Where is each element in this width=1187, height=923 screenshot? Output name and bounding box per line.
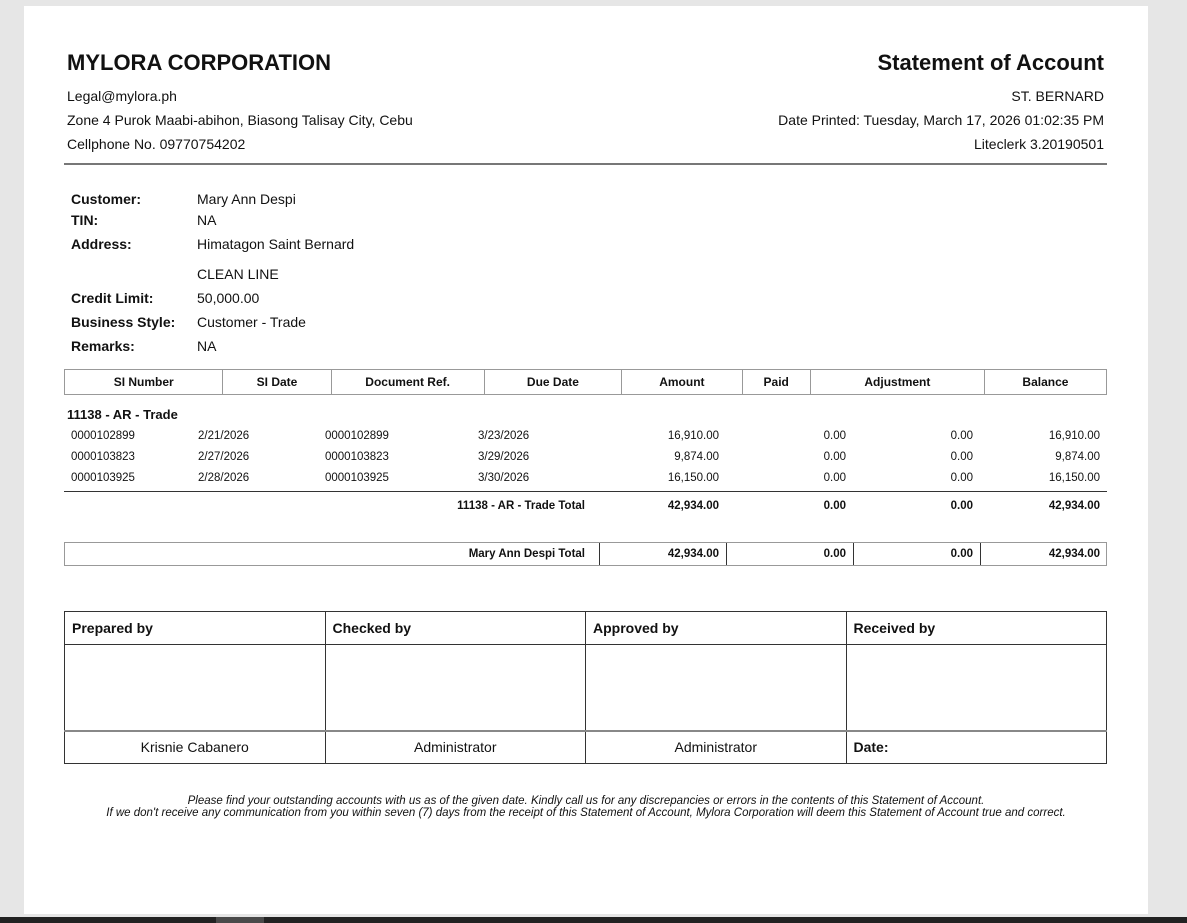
table-row <box>64 430 1107 450</box>
document-ref: 0000102899 <box>325 430 389 442</box>
column-divider <box>599 543 600 565</box>
group-total-label: 11138 - AR - Trade Total <box>457 500 585 512</box>
table-row <box>64 472 1107 492</box>
credit-limit-value: 50,000.00 <box>197 290 260 306</box>
si-number: 0000102899 <box>71 430 135 442</box>
remarks-label: Remarks: <box>71 338 135 354</box>
customer-total-adjustment: 0.00 <box>950 548 973 560</box>
column-header-balance: Balance <box>984 370 1106 395</box>
prepared-by-name: Krisnie Cabanero <box>65 731 326 764</box>
received-by-header: Received by <box>846 612 1107 645</box>
document-ref: 0000103823 <box>325 451 389 463</box>
software-version: Liteclerk 3.20190501 <box>974 136 1104 152</box>
tin-label: TIN: <box>71 212 99 228</box>
signature-table <box>64 611 1107 764</box>
business-style-value: Customer - Trade <box>197 314 306 330</box>
customer-label: Customer: <box>71 191 142 207</box>
paid: 0.00 <box>823 451 846 463</box>
remarks-value: NA <box>197 338 217 354</box>
prepared-by-header: Prepared by <box>65 612 326 645</box>
company-phone: Cellphone No. 09770754202 <box>67 136 246 152</box>
business-style-label: Business Style: <box>71 314 176 330</box>
customer-total-label: Mary Ann Despi Total <box>468 548 585 560</box>
si-date: 2/28/2026 <box>198 472 250 484</box>
column-header-due-date: Due Date <box>484 370 622 395</box>
si-date: 2/27/2026 <box>198 451 250 463</box>
customer-total-row <box>64 542 1107 566</box>
paid: 0.00 <box>823 472 846 484</box>
column-header-adjustment: Adjustment <box>810 370 984 395</box>
amount: 16,150.00 <box>667 472 719 484</box>
branch-name: ST. BERNARD <box>1011 88 1104 104</box>
subtotal-divider <box>64 491 1107 492</box>
column-divider <box>980 543 981 565</box>
customer-total-balance: 42,934.00 <box>1048 548 1100 560</box>
company-name: MYLORA CORPORATION <box>67 50 331 75</box>
si-number: 0000103823 <box>71 451 135 463</box>
address-label: Address: <box>71 236 132 252</box>
footer-note-line2: If we don't receive any communication from you within seven (7) days from the receipt of this Statement of Account, Mylora Corporation will deem this Statement of Account true and correct. <box>106 807 1066 819</box>
column-divider <box>726 543 727 565</box>
group-total-adjustment: 0.00 <box>950 500 973 512</box>
customer-total-amount: 42,934.00 <box>667 548 719 560</box>
account-group-title: 11138 - AR - Trade <box>67 407 178 422</box>
company-email: Legal@mylora.ph <box>67 88 177 104</box>
received-by-signature-space <box>846 645 1107 731</box>
column-divider <box>853 543 854 565</box>
footer-note-line1: Please find your outstanding accounts with us as of the given date. Kindly call us for any discrepancies or errors in the contents of this Statement of Account. <box>187 795 985 807</box>
due-date: 3/29/2026 <box>478 451 530 463</box>
date-printed: Date Printed: Tuesday, March 17, 2026 01:02:35 PM <box>778 112 1104 128</box>
adjustment: 0.00 <box>950 472 973 484</box>
tin-value: NA <box>197 212 217 228</box>
table-row <box>64 451 1107 471</box>
checked-by-name: Administrator <box>325 731 586 764</box>
address-value: Himatagon Saint Bernard <box>197 236 355 252</box>
column-header-si-number: SI Number <box>65 370 223 395</box>
horizontal-scrollbar[interactable] <box>0 917 1187 923</box>
balance: 16,150.00 <box>1048 472 1100 484</box>
checked-by-signature-space <box>325 645 586 731</box>
approved-by-name: Administrator <box>586 731 847 764</box>
amount: 16,910.00 <box>667 430 719 442</box>
address-line2-value: CLEAN LINE <box>197 266 279 282</box>
report-page <box>24 6 1148 914</box>
due-date: 3/23/2026 <box>478 430 530 442</box>
customer-value: Mary Ann Despi <box>197 191 296 207</box>
customer-total-paid: 0.00 <box>823 548 846 560</box>
adjustment: 0.00 <box>950 430 973 442</box>
report-title: Statement of Account <box>877 50 1104 75</box>
column-header-paid: Paid <box>742 370 810 395</box>
prepared-by-signature-space <box>65 645 326 731</box>
amount: 9,874.00 <box>674 451 719 463</box>
due-date: 3/30/2026 <box>478 472 530 484</box>
balance: 16,910.00 <box>1048 430 1100 442</box>
group-total-paid: 0.00 <box>823 500 846 512</box>
group-total-balance: 42,934.00 <box>1048 500 1100 512</box>
adjustment: 0.00 <box>950 451 973 463</box>
transactions-table-header <box>64 369 1107 395</box>
balance: 9,874.00 <box>1055 451 1100 463</box>
si-date: 2/21/2026 <box>198 430 250 442</box>
approved-by-signature-space <box>586 645 847 731</box>
received-date-label: Date: <box>846 731 1107 764</box>
header-divider <box>64 163 1107 165</box>
column-header-si-date: SI Date <box>223 370 331 395</box>
credit-limit-label: Credit Limit: <box>71 290 154 306</box>
column-header-amount: Amount <box>622 370 742 395</box>
paid: 0.00 <box>823 430 846 442</box>
column-header-document-ref: Document Ref. <box>331 370 484 395</box>
approved-by-header: Approved by <box>586 612 847 645</box>
group-total-row <box>64 500 1107 520</box>
group-total-amount: 42,934.00 <box>667 500 719 512</box>
scrollbar-thumb[interactable] <box>216 917 264 923</box>
si-number: 0000103925 <box>71 472 135 484</box>
company-address: Zone 4 Purok Maabi-abihon, Biasong Talisay City, Cebu <box>67 112 413 128</box>
checked-by-header: Checked by <box>325 612 586 645</box>
document-ref: 0000103925 <box>325 472 389 484</box>
